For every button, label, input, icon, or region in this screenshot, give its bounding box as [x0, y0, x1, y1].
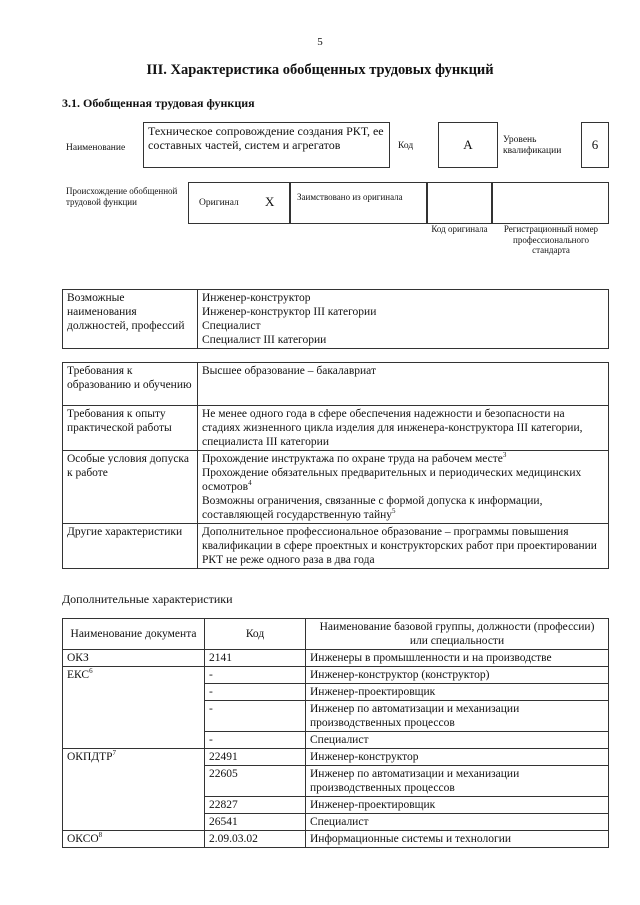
requirement-label: Требования к опыту практической работы: [63, 406, 198, 451]
code-cell: 2141: [205, 650, 306, 667]
requirement-value: Дополнительное профессиональное образование – программы повышения квалификации в сфере проектных и конструкторских работ при проектировании РКТ не реже одного раза в два года: [198, 524, 609, 569]
code-cell: -: [205, 684, 306, 701]
code-cell: -: [205, 732, 306, 749]
additional-table: [62, 618, 609, 848]
table-row: [63, 650, 609, 667]
code-value-box: [438, 122, 498, 168]
level-value-box: [581, 122, 609, 168]
level-value: 6: [591, 137, 599, 152]
code-cell: 22491: [205, 749, 306, 766]
group-name-cell: Инженер по автоматизации и механизации производственных процессов: [306, 766, 609, 797]
footnote-ref: 4: [248, 479, 252, 488]
table-row: [63, 667, 609, 684]
position-item: Инженер-конструктор: [202, 292, 311, 304]
document-name-cell: ОКЗ: [63, 650, 205, 667]
reg-number-box: [492, 182, 609, 224]
requirement-label: Требования к образованию и обучению: [63, 363, 198, 406]
group-name-cell: Инженеры в промышленности и на производстве: [306, 650, 609, 667]
level-label: Уровень квалификации: [503, 135, 562, 156]
group-name-cell: Инженер-конструктор (конструктор): [306, 667, 609, 684]
header-doc: Наименование документа: [63, 619, 205, 650]
code-cell: 22827: [205, 797, 306, 814]
requirement-row: [63, 451, 609, 524]
code-value: А: [463, 137, 473, 152]
requirement-row: [63, 363, 609, 406]
footnote-ref: 8: [98, 831, 103, 840]
group-name-cell: Инженер-проектировщик: [306, 797, 609, 814]
requirement-label: Особые условия допуска к работе: [63, 451, 198, 524]
group-name-cell: Инженер по автоматизации и механизации производственных процессов: [306, 701, 609, 732]
requirement-value: Высшее образование – бакалавриат: [198, 363, 609, 406]
code-cell: 2.09.03.02: [205, 831, 306, 848]
header-code: Код: [205, 619, 306, 650]
code-original-caption: Код оригинала: [431, 224, 488, 234]
borrowed-label: Заимствовано из оригинала: [297, 192, 403, 202]
code-original-box: [427, 182, 492, 224]
position-item: Инженер-конструктор III категории: [202, 306, 377, 318]
document-name-cell: ОКПДТР$^7$: [63, 749, 205, 831]
footnote-ref: 7: [112, 749, 117, 758]
code-cell: -: [205, 667, 306, 684]
requirement-row: [63, 524, 609, 569]
original-mark: Х: [265, 194, 275, 209]
position-item: Специалист III категории: [202, 334, 327, 346]
document-name-cell: ОКСО$^8$: [63, 831, 205, 848]
positions-values: [198, 290, 609, 349]
table-row: [63, 831, 609, 848]
table-row: [63, 749, 609, 766]
function-name-value: Техническое сопровождение создания РКТ, ее составных частей, систем и агрегатов: [148, 124, 384, 152]
requirement-value: Прохождение инструктажа по охране труда на рабочем месте$^3$ Прохождение обязательных предварительных и периодических медицинских осмотров$^4$ Возможны ограничения, связанные с формой допуска к информации, составляющей государственную тайну$^5$: [198, 451, 609, 524]
positions-label: Возможные наименования должностей, профессий: [63, 290, 198, 349]
code-cell: 22605: [205, 766, 306, 797]
requirement-value: Не менее одного года в сфере обеспечения надежности и безопасности на стадиях жизненного цикла изделия для инженера-конструктора III категории, специалиста III категории: [198, 406, 609, 451]
group-name-cell: Информационные системы и технологии: [306, 831, 609, 848]
original-box: [188, 182, 290, 224]
header-name: Наименование базовой группы, должности (профессии) или специальности: [306, 619, 609, 650]
group-name-cell: Специалист: [306, 732, 609, 749]
page-number: 5: [317, 36, 323, 48]
function-name-box: [143, 122, 390, 168]
requirements-table: [62, 362, 609, 569]
subsection-title: 3.1. Обобщенная трудовая функция: [62, 96, 255, 110]
code-cell: 26541: [205, 814, 306, 831]
code-label: Код: [398, 141, 414, 151]
section-title: III. Характеристика обобщенных трудовых функций: [146, 62, 494, 78]
original-label: Оригинал: [199, 198, 239, 208]
footnote-ref: 3: [502, 451, 507, 460]
footnote-ref: 5: [392, 507, 396, 516]
borrowed-box: [290, 182, 427, 224]
group-name-cell: Инженер-конструктор: [306, 749, 609, 766]
document-name-cell: ЕКС$^6$: [63, 667, 205, 749]
positions-table: [62, 289, 609, 349]
requirement-label: Другие характеристики: [63, 524, 198, 569]
origin-label: Происхождение обобщенной трудовой функции: [66, 186, 178, 207]
code-cell: -: [205, 701, 306, 732]
requirement-row: [63, 406, 609, 451]
group-name-cell: Инженер-проектировщик: [306, 684, 609, 701]
group-name-cell: Специалист: [306, 814, 609, 831]
name-label: Наименование: [66, 143, 126, 153]
position-item: Специалист: [202, 320, 261, 332]
reg-number-caption: Регистрационный номер профессионального стандарта: [503, 224, 599, 255]
footnote-ref: 6: [89, 667, 93, 676]
additional-title: Дополнительные характеристики: [62, 592, 233, 606]
